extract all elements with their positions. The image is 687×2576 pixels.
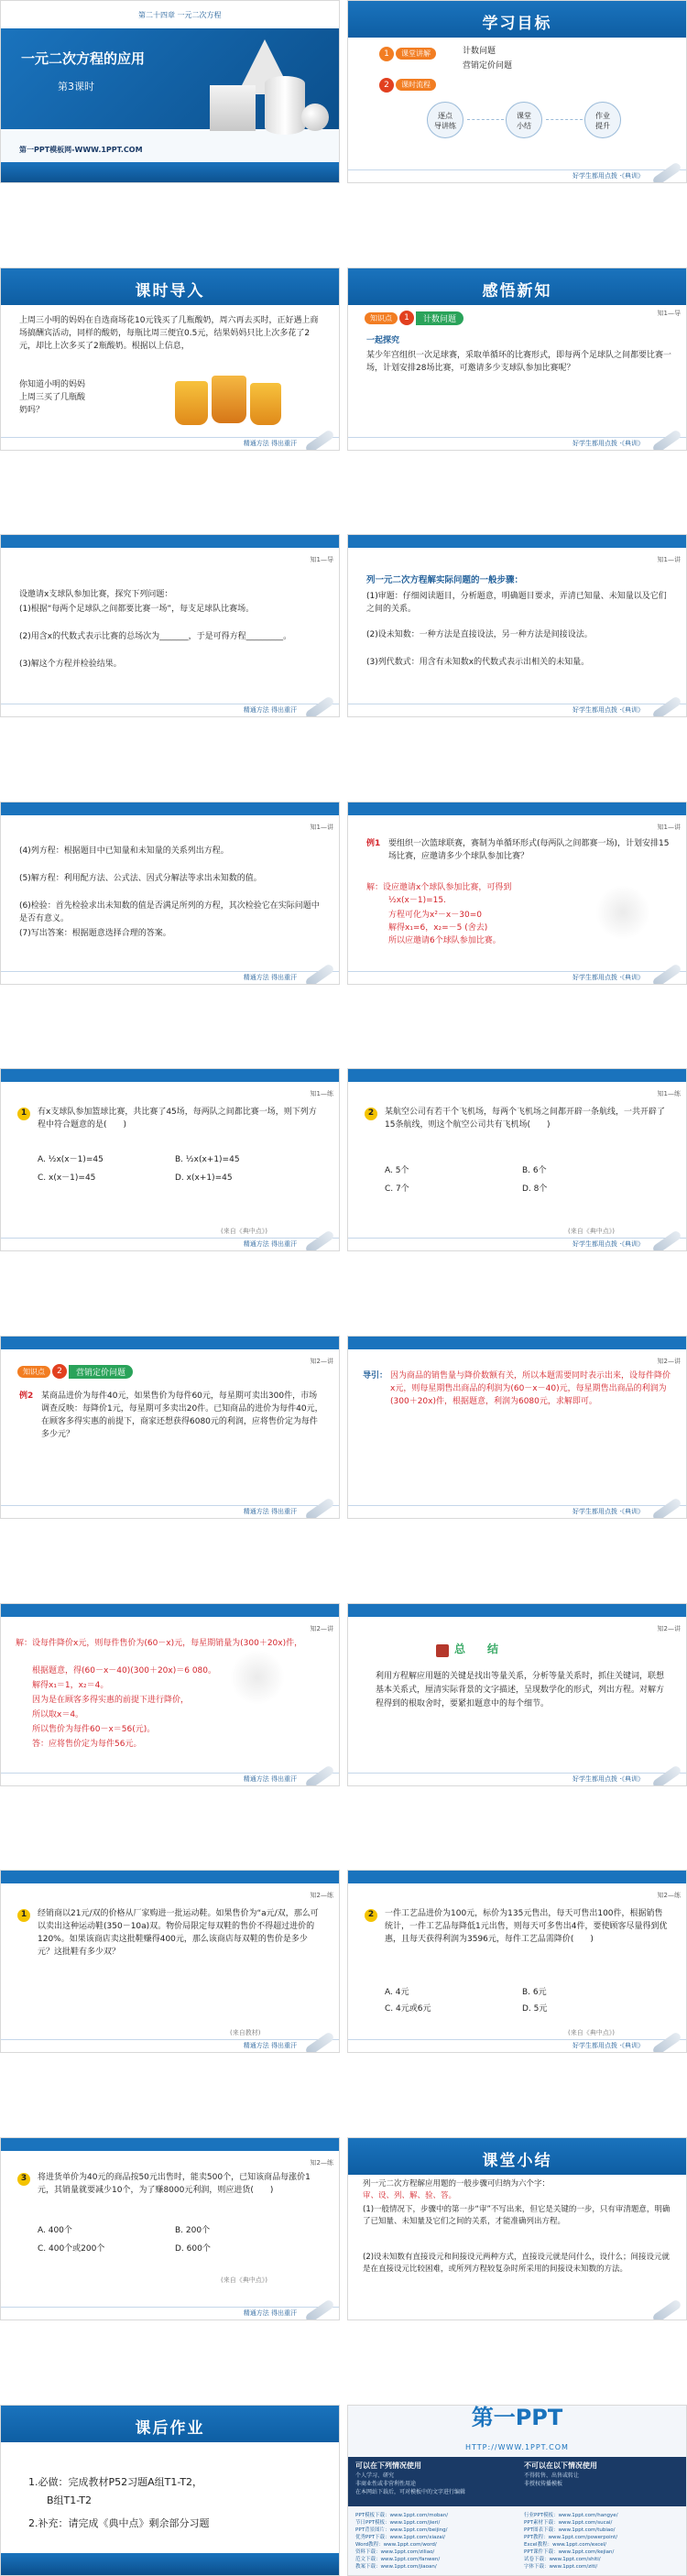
question-text: 经销商以21元/双的价格从厂家购进一批运动鞋。如果售价为“a元/双，那么可以卖出这种运动鞋(350－10a)双。物价局限定每双鞋的售价不得超过进价的120%。如果该商店卖这批鞋赚得400元，那么该商店每双鞋的售价是多少元？这批鞋有多少双？ [38, 1909, 319, 1957]
step-label-1: 课堂讲解 [396, 48, 436, 60]
homework-item-2: 2.补充：请完成《典中点》剩余部分习题 [28, 2517, 210, 2529]
usage-forbidden-heading: 不可以在以下情况使用 [524, 2461, 597, 2470]
source-note: (来自《典中点》) [568, 2029, 615, 2036]
cover-bottom-band [1, 162, 339, 183]
step-label-2: 课时流程 [396, 79, 436, 91]
summary-point-2: (2)设未知数有直接设元和间接设元两种方式，直接设元就是问什么，设什么；间接设元就是在直接设元比较困难，或所列方程较复杂时所采用的间接设未知数的方法。 [363, 2253, 671, 2274]
question-number-badge: 1 [17, 1909, 30, 1922]
option-c[interactable]: C. 400个或200个 [38, 2244, 105, 2254]
homework-item-1: 1.必做：完成教材P52习题A组T1-T2， [28, 2476, 203, 2488]
line-4: (3)解这个方程并检验结果。 [19, 660, 122, 669]
footer-text: 好学生都用点拨 ·《典训》 [572, 1775, 644, 1783]
question-text: 有x支球队参加篮球比赛，共比赛了45场，每两队之间都比赛一场，则下列方程中符合题意的是( ) [38, 1108, 317, 1130]
link-item[interactable]: PPT模板下载：www.1ppt.com/moban/ [355, 2513, 449, 2518]
flow-node-3: 作业 提升 [584, 102, 621, 138]
slide-class-summary[interactable] [347, 2137, 687, 2320]
source-note: (来自教材) [230, 2029, 261, 2036]
geometry-shapes-image [210, 39, 329, 140]
footer-text: 精通方法 得出重汗 [243, 706, 297, 714]
solution-line-4: 解得x₁=6，x₂=－5 (舍去) [388, 923, 488, 933]
usage-allowed-1: 个人学习、研究 [355, 2472, 395, 2479]
option-d[interactable]: D. x(x+1)=45 [175, 1173, 233, 1183]
question-number-badge: 2 [365, 1909, 377, 1922]
usage-forbidden-2: 非授权传播模板 [524, 2481, 563, 2487]
slide-solution-2[interactable] [0, 1603, 340, 1786]
example-label: 例1 [366, 839, 381, 848]
example-problem: 要组织一次篮球联赛，赛制为单循环形式(每两队之间都赛一场)，计划安排15场比赛，应邀请多少个球队参加比赛？ [388, 839, 670, 861]
slide-footer [348, 169, 686, 182]
question-number [365, 1106, 381, 1120]
brand-url[interactable]: HTTP://WWW.1PPT.COM [465, 2443, 569, 2451]
slide-footer [348, 437, 686, 450]
summary-title: 总 结 [454, 1643, 499, 1655]
section-tag: 知1—导 [310, 556, 333, 563]
slide-header [348, 268, 686, 305]
option-c[interactable]: C. 4元或6元 [385, 2004, 431, 2014]
slide-practice-2-1[interactable] [0, 1870, 340, 2053]
question-number-badge: 1 [17, 1108, 30, 1120]
slide-footer [348, 1773, 686, 1785]
section-tag: 知1—讲 [310, 824, 333, 831]
option-b[interactable]: B. 200个 [175, 2226, 211, 2235]
source-note: (来自《典中点》) [221, 1228, 267, 1235]
footer-text: 精通方法 得出重汗 [243, 1508, 297, 1515]
knowledge-point-label: 知识点 [365, 312, 398, 324]
option-b[interactable]: B. 6个 [522, 1166, 547, 1175]
link-item[interactable]: Excel教程：www.1ppt.com/excel/ [524, 2542, 607, 2548]
homework-item-1-cont: B组T1-T2 [47, 2494, 92, 2506]
link-item[interactable]: PPT课件下载：www.1ppt.com/kejian/ [524, 2549, 615, 2555]
slide-header [1, 802, 339, 815]
section-tag: 知1—讲 [657, 824, 681, 831]
step-number-2: 2 [379, 78, 394, 93]
guide-body: 因为商品的销售量与降价数额有关，所以本题需要同时表示出来，设每件降价x元，则每星期售出商品的利润为(60－x－40)元，每星期售出商品的利润为(300＋20x)件，根据题意，利润为6080元，求解即可。 [390, 1371, 671, 1406]
slide-cover[interactable] [0, 0, 340, 183]
chapter-label: 第二十四章 一元二次方程 [138, 11, 222, 19]
slide-header [1, 2138, 339, 2151]
link-item[interactable]: 行业PPT模板：www.1ppt.com/hangye/ [524, 2513, 618, 2518]
summary-keywords: 审、设、列、解、验、答。 [363, 2191, 457, 2200]
slide-summary-note[interactable] [347, 1603, 687, 1786]
option-a[interactable]: A. 400个 [38, 2226, 72, 2235]
solution-line-5: 所以应邀请6个球队参加比赛。 [388, 936, 501, 945]
slide-title: 课后作业 [135, 2419, 205, 2438]
slide-footer [1, 704, 339, 716]
link-item[interactable]: 资料下载：www.1ppt.com/ziliao/ [355, 2549, 435, 2555]
example-label: 例2 [19, 1392, 34, 1401]
section-tag: 知1—练 [310, 1090, 333, 1097]
flow-node-2: 课堂 小结 [506, 102, 542, 138]
slide-homework[interactable] [0, 2405, 340, 2576]
footer-text: 好学生都用点拨 ·《典训》 [572, 974, 644, 981]
bottom-band [1, 2553, 339, 2575]
slide-header [348, 2138, 686, 2175]
link-item[interactable]: 试卷下载：www.1ppt.com/shiti/ [524, 2557, 601, 2562]
slide-title: 课堂小结 [482, 2152, 552, 2170]
source-note: (来自《典中点》) [568, 1228, 615, 1235]
section-tag: 知1—导 [657, 310, 681, 317]
section-tag: 知1—练 [657, 1090, 681, 1097]
slide-practice-1-1[interactable] [0, 1068, 340, 1251]
solution-line-4: 因为是在顾客多得实惠的前提下进行降价， [32, 1696, 190, 1705]
line-1: 设邀请x支球队参加比赛，探究下列问题： [19, 590, 173, 599]
summary-point-1: (1)一般情况下，步骤中的第一步“审”不写出来，但它是关键的一步，只有审清题意，明确了已知量、未知量及它们之间的关系，才能准确列出方程。 [363, 2205, 671, 2226]
solution-line-1: 解：设应邀请x个球队参加比赛，可得到 [366, 883, 512, 892]
usage-forbidden-1: 不得转售、出售或转让 [524, 2472, 580, 2479]
slide-footer [348, 1238, 686, 1250]
slide-footer [348, 2039, 686, 2052]
slide-title: 课时导入 [135, 282, 205, 300]
step-7: (7)写出答案：根据题意选择合理的答案。 [19, 929, 171, 938]
flow-connector-2 [546, 119, 583, 120]
option-b[interactable]: B. 6元 [522, 1988, 547, 1997]
usage-allowed-2: 非商业性或非营利性用途 [355, 2481, 417, 2487]
slide-solving-steps-cont[interactable] [0, 802, 340, 985]
option-b[interactable]: B. ½x(x+1)=45 [175, 1155, 240, 1164]
slide-header [1, 268, 339, 305]
link-item[interactable]: 范文下载：www.1ppt.com/fanwen/ [355, 2557, 441, 2562]
example-problem: 某商品进价为每件40元，如果售价为每件60元，每星期可卖出300件，市场调查反映：每降价1元，每星期可多卖出20件。已知商品的进价为每件40元，在顾客多得实惠的前提下，商家还想获得6080元的利润，应将售价定为每件多少元？ [41, 1392, 323, 1439]
knowledge-point-title: 计数问题 [416, 311, 463, 325]
question-text: 一件工艺品进价为100元，标价为135元售出，每天可售出100件，根据销售统计，一件工艺品每降低1元出售，则每天可多售出4件，要使顾客尽量得到优惠，且每天获得利润为3596元，每件工艺品需降价( ) [385, 1909, 668, 1944]
section-tag: 知2—练 [657, 1892, 681, 1899]
slide-template-info[interactable] [347, 2405, 687, 2576]
slide-footer [348, 1505, 686, 1518]
slide-footer [348, 971, 686, 984]
slide-header [1, 2406, 339, 2442]
link-list-left [355, 2512, 517, 2571]
slide-footer [1, 1505, 339, 1518]
slide-header [348, 1, 686, 38]
slide-practice-2-3[interactable] [0, 2137, 340, 2320]
cover-footer-text: 第一PPT模板网-WWW.1PPT.COM [19, 146, 143, 154]
knowledge-point-badge [17, 1364, 133, 1379]
slide-practice-1-2[interactable] [347, 1068, 687, 1251]
summary-intro: 列一元二次方程解应用题的一般步骤可归纳为六个字： [363, 2179, 551, 2189]
solution-line-6: 所以售价为每件60－x＝56(元)。 [32, 1725, 156, 1734]
goal-item-2: 营销定价问题 [463, 61, 513, 71]
step-number-1: 1 [379, 47, 394, 61]
slide-footer [1, 1773, 339, 1785]
footer-text: 精通方法 得出重汗 [243, 974, 297, 981]
link-item[interactable]: PPT教程：www.1ppt.com/powerpoint/ [524, 2535, 618, 2540]
section-tag: 知2—练 [310, 1892, 333, 1899]
source-note: (来自《典中点》) [221, 2276, 267, 2284]
option-d[interactable]: D. 8个 [522, 1184, 548, 1194]
section-tag: 知1—讲 [657, 556, 681, 563]
section-tag: 知2—讲 [310, 1358, 333, 1365]
footer-text: 好学生都用点拨 ·《典训》 [572, 172, 644, 180]
knowledge-point-number: 2 [52, 1364, 67, 1379]
solution-line-3: 解得x₁＝1，x₂＝4。 [32, 1681, 109, 1690]
explore-heading: 一起探究 [366, 336, 400, 345]
link-list-right [524, 2512, 685, 2571]
slide-new-knowledge[interactable] [347, 267, 687, 451]
knowledge-point-label: 知识点 [17, 1366, 50, 1378]
guide-label: 导引： [363, 1371, 388, 1381]
slide-guide[interactable] [347, 1336, 687, 1519]
slide-header [348, 1337, 686, 1349]
slide-learning-goals[interactable] [347, 0, 687, 183]
section-tag: 知2—讲 [657, 1625, 681, 1632]
slide-footer [1, 2039, 339, 2052]
section-tag: 知2—练 [310, 2159, 333, 2167]
solution-line-3: 方程可化为x²－x－30=0 [388, 911, 482, 920]
intro-question-3: 奶吗？ [19, 406, 45, 415]
knowledge-point-badge [365, 311, 463, 325]
step-3: (3)列代数式：用含有未知数x的代数式表示出相关的未知量。 [366, 658, 590, 667]
slide-footer [348, 704, 686, 716]
link-item[interactable]: PPT背景图片：www.1ppt.com/beijing/ [355, 2527, 448, 2533]
link-item[interactable]: 节日PPT模板：www.1ppt.com/jieri/ [355, 2520, 441, 2526]
slide-solving-steps[interactable] [347, 534, 687, 717]
explore-body: 某少年宫组织一次足球赛，采取单循环的比赛形式，即每两个足球队之间都要比赛一场，计划安排28场比赛，可邀请多少支球队参加比赛呢？ [366, 351, 672, 373]
slide-example-2[interactable] [0, 1336, 340, 1519]
link-item[interactable]: PPT图表下载：www.1ppt.com/tubiao/ [524, 2527, 616, 2533]
solution-line-7: 答：应将售价定为每件56元。 [32, 1740, 142, 1749]
flow-connector-1 [467, 119, 504, 120]
footer-text: 好学生都用点拨 ·《典训》 [572, 2042, 644, 2049]
option-c[interactable]: C. x(x－1)=45 [38, 1173, 96, 1183]
solution-line-1: 解：设每件降价x元，则每件售价为(60－x)元，每星期销量为(300＋20x)件， [16, 1639, 303, 1648]
usage-allowed-heading: 可以在下列情况使用 [355, 2461, 421, 2470]
book-icon [436, 1644, 449, 1657]
question-number [17, 2171, 34, 2186]
slide-title: 学习目标 [482, 15, 552, 33]
slide-header [1, 535, 339, 548]
footer-text: 好学生都用点拨 ·《典训》 [572, 1508, 644, 1515]
ink-decoration [230, 1650, 285, 1705]
step-6: (6)检验：首先检验求出未知数的值是否满足所列的方程，其次检验它在实际问题中是否有意义。 [19, 901, 320, 923]
line-2: (1)根据“每两个足球队之间都要比赛一场”，每支足球队比赛场。 [19, 605, 255, 614]
slide-title: 感悟新知 [482, 282, 552, 300]
slide-practice-2-2[interactable] [347, 1870, 687, 2053]
option-c[interactable]: C. 7个 [385, 1184, 409, 1194]
knowledge-point-number: 1 [399, 311, 414, 325]
link-item[interactable]: 教案下载：www.1ppt.com/jiaoan/ [355, 2564, 437, 2570]
footer-text: 好学生都用点拨 ·《典训》 [572, 706, 644, 714]
intro-question-1: 你知道小明的妈妈 [19, 380, 86, 389]
footer-text: 精通方法 得出重汗 [243, 1775, 297, 1783]
link-item[interactable]: 字体下载：www.1ppt.com/ziti/ [524, 2564, 598, 2570]
link-item[interactable]: PPT素材下载：www.1ppt.com/sucai/ [524, 2520, 613, 2526]
yogurt-cups-image [175, 374, 285, 429]
option-a[interactable]: A. 4元 [385, 1988, 409, 1997]
slide-header [348, 535, 686, 548]
solution-line-5: 所以取x＝4。 [32, 1710, 84, 1719]
option-a[interactable]: A. 5个 [385, 1166, 409, 1175]
intro-question-2: 上周三买了几瓶酸 [19, 393, 86, 402]
slide-footer [1, 2307, 339, 2319]
link-item[interactable]: 优秀PPT下载：www.1ppt.com/xiazai/ [355, 2535, 446, 2540]
step-4: (4)列方程：根据题目中已知量和未知量的关系列出方程。 [19, 846, 229, 856]
option-a[interactable]: A. ½x(x－1)=45 [38, 1155, 104, 1164]
slide-footer [1, 971, 339, 984]
solution-line-2: ½x(x－1)=15. [388, 896, 446, 905]
line-3: (2)用含x的代数式表示比赛的总场次为_______，于是可得方程_________。 [19, 632, 292, 641]
step-1: (1)审题：仔细阅读题目，分析题意，明确题目要求，弄清已知量、未知量以及它们之间的关系。 [366, 592, 667, 614]
footer-text: 精通方法 得出重汗 [243, 2042, 297, 2049]
usage-allowed-3: 在本网站下载后，可对模板中的文字进行编辑 [355, 2489, 466, 2495]
footer-text: 精通方法 得出重汗 [243, 2309, 297, 2317]
pen-icon [651, 2298, 682, 2320]
question-number-badge: 3 [17, 2173, 30, 2186]
step-5: (5)解方程：利用配方法、公式法、因式分解法等求出未知数的值。 [19, 874, 262, 883]
question-number [17, 1106, 34, 1120]
knowledge-point-title: 营销定价问题 [69, 1365, 133, 1379]
footer-text: 好学生都用点拨 ·《典训》 [572, 440, 644, 447]
footer-text: 好学生都用点拨 ·《典训》 [572, 1240, 644, 1248]
slide-explore-questions[interactable] [0, 534, 340, 717]
intro-body: 上周三小明的妈妈在自选商场花10元钱买了几瓶酸奶，周六再去买时，正好遇上商场搞酬宾活动，同样的酸奶，每瓶比周三便宜0.5元，结果妈妈只比上次多花了2元，却比上次多买了2瓶酸奶。根据以上信息， [19, 316, 319, 351]
slide-header [1, 1069, 339, 1082]
cover-title: 一元二次方程的应用 [21, 50, 146, 67]
slide-example-1[interactable] [347, 802, 687, 985]
option-d[interactable]: D. 600个 [175, 2244, 211, 2254]
solution-line-2: 根据题意，得(60－x－40)(300＋20x)＝6 080。 [32, 1666, 216, 1675]
slide-header [348, 1604, 686, 1617]
slide-footer [1, 437, 339, 450]
slide-header [1, 1871, 339, 1883]
slide-header [348, 1871, 686, 1883]
link-item[interactable]: Word教程：www.1ppt.com/word/ [355, 2542, 437, 2548]
footer-text: 精通方法 得出重汗 [243, 440, 297, 447]
slide-header [348, 802, 686, 815]
slide-lesson-intro[interactable] [0, 267, 340, 451]
steps-title: 列一元二次方程解实际问题的一般步骤： [366, 575, 524, 585]
footer-text: 精通方法 得出重汗 [243, 1240, 297, 1248]
brand-logo: 第一PPT [471, 2405, 563, 2430]
slide-header [1, 1337, 339, 1349]
option-d[interactable]: D. 5元 [522, 2004, 548, 2014]
question-text: 将进货单价为40元的商品按50元出售时，能卖500个，已知该商品每涨价1元，其销量就要减少10个，为了赚8000元利润，则应进货( ) [38, 2173, 311, 2195]
section-tag: 知2—讲 [310, 1625, 333, 1632]
flow-node-1: 逐点 导讲练 [427, 102, 463, 138]
slide-footer [1, 1238, 339, 1250]
step-2: (2)设未知数：一种方法是直接设法，另一种方法是间接设法。 [366, 630, 593, 639]
slide-header [348, 1069, 686, 1082]
question-number [17, 1907, 34, 1922]
goal-item-1: 计数问题 [463, 47, 496, 56]
section-tag: 知2—讲 [657, 1358, 681, 1365]
slide-header [1, 1604, 339, 1617]
ink-decoration [595, 885, 650, 940]
summary-body: 利用方程解应用题的关键是找出等量关系，分析等量关系时，抓住关键词，联想基本关系式，厘清实际背景的文字描述，呈现数学化的形式，列出方程。对解方程得到的根取舍时，要紧扣题意中的每个细节。 [376, 1672, 665, 1708]
question-number [365, 1907, 381, 1922]
question-text: 某航空公司有若干个飞机场，每两个飞机场之间都开辟一条航线，一共开辟了15条航线，则这个航空公司共有飞机场( ) [385, 1108, 666, 1130]
cover-subtitle: 第3课时 [58, 81, 94, 93]
question-number-badge: 2 [365, 1108, 377, 1120]
